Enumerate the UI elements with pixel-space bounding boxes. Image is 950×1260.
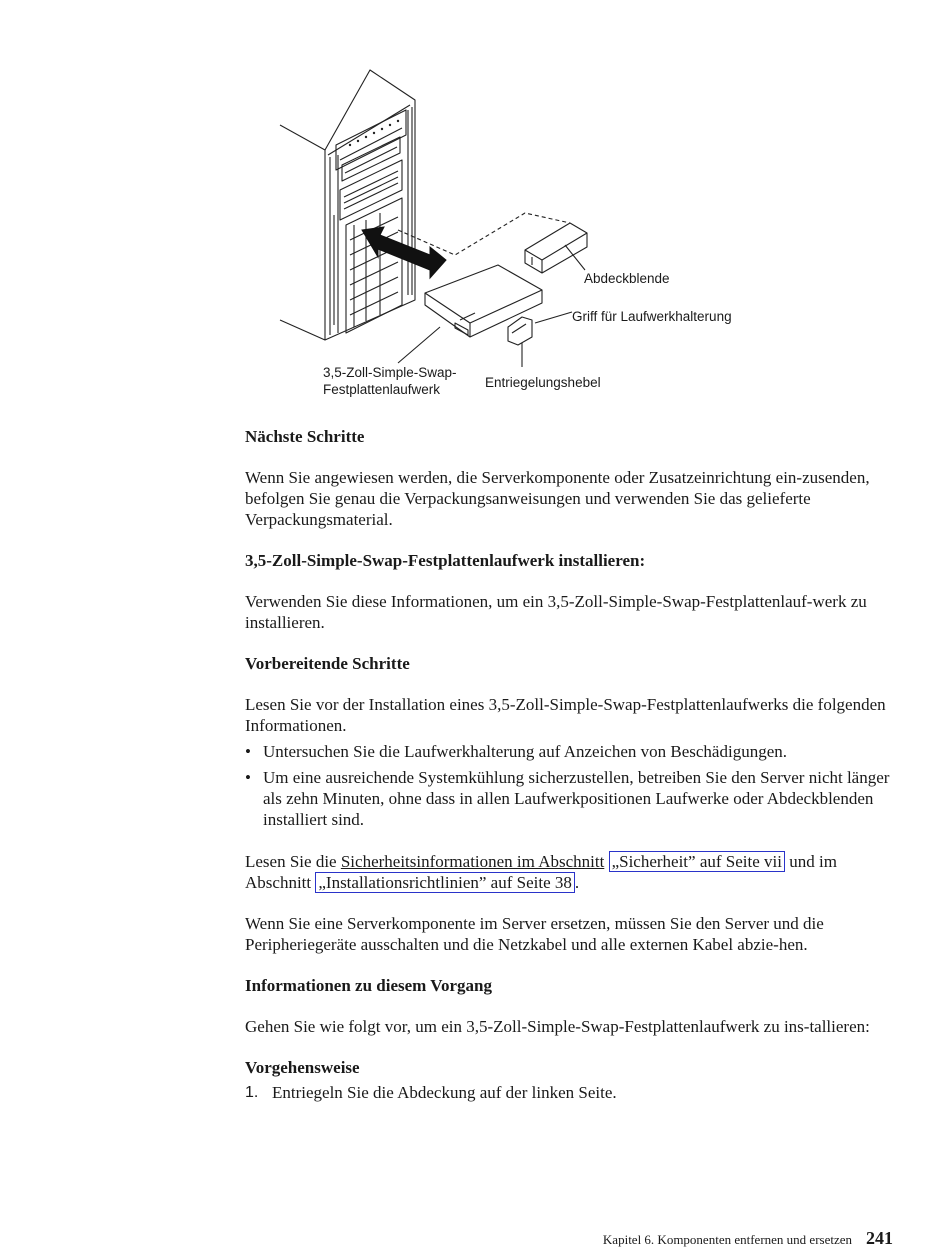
insertion-arrow — [362, 227, 446, 278]
safety-prefix: Lesen Sie die — [245, 852, 341, 871]
list-item: • Untersuchen Sie die Laufwerkhalterung auf Anzeichen von Beschädigungen. — [245, 741, 895, 762]
installation-figure — [270, 65, 750, 405]
prep-bullet-list — [245, 741, 895, 830]
install-text: Verwenden Sie diese Informationen, um ein 3,5-Zoll-Simple-Swap-Festplattenlauf-werk zu installieren. — [245, 592, 867, 632]
list-item: • Um eine ausreichende Systemkühlung sicherzustellen, betreiben Sie den Server nicht länger als zehn Minuten, ohne dass in allen Laufwerkpositionen Laufwerke oder Abdeckblenden installiert sind. — [245, 767, 895, 830]
heading-next-steps: Nächste Schritte — [245, 427, 365, 446]
step-text: Entriegeln Sie die Abdeckung auf der linken Seite. — [272, 1083, 617, 1102]
safety-page-link[interactable]: „Sicherheit” auf Seite vii — [609, 851, 785, 872]
server-drive-illustration — [270, 65, 750, 405]
label-release-lever: Entriegelungshebel — [485, 375, 601, 390]
label-drive-line1: 3,5-Zoll-Simple-Swap- — [323, 365, 457, 380]
safety-mid: und im Abschnitt — [245, 852, 837, 892]
page-number: 241 — [866, 1228, 893, 1248]
guidelines-page-link[interactable]: „Installationsrichtlinien” auf Seite 38 — [315, 872, 575, 893]
label-drive-line2: Festplattenlaufwerk — [323, 382, 441, 397]
main-content — [245, 426, 895, 1103]
procedure-steps — [245, 1082, 895, 1103]
safety-paragraph — [245, 851, 895, 893]
page-footer — [603, 1228, 893, 1249]
label-filler-panel: Abdeckblende — [584, 271, 670, 286]
heading-about: Informationen zu diesem Vorgang — [245, 976, 492, 995]
safety-end: . — [574, 873, 580, 892]
label-tray-handle: Griff für Laufwerkhalterung — [572, 309, 732, 324]
step-number: 1. — [245, 1084, 259, 1101]
prep-text: Lesen Sie vor der Installation eines 3,5-Zoll-Simple-Swap-Festplattenlaufwerks die folgenden Informationen. — [245, 695, 886, 735]
power-off-text: Wenn Sie eine Serverkomponente im Server ersetzen, müssen Sie den Server und die Peripheriegeräte ausschalten und die Netzkabel und alle externen Kabel abzie-hen. — [245, 914, 824, 954]
about-text: Gehen Sie wie folgt vor, um ein 3,5-Zoll-Simple-Swap-Festplattenlaufwerk zu ins-tallieren: — [245, 1017, 870, 1036]
safety-info-link[interactable]: Sicherheitsinformationen im Abschnitt — [340, 852, 605, 871]
heading-prep: Vorbereitende Schritte — [245, 654, 410, 673]
heading-procedure: Vorgehensweise — [245, 1058, 360, 1077]
footer-chapter: Kapitel 6. Komponenten entfernen und ersetzen — [602, 1232, 852, 1247]
list-item — [245, 1082, 895, 1103]
next-steps-text: Wenn Sie angewiesen werden, die Serverkomponente oder Zusatzeinrichtung ein-zusenden, befolgen Sie genau die Verpackungsanweisungen und verwenden Sie das gelieferte Verpackungsmaterial. — [245, 468, 870, 529]
heading-install: 3,5-Zoll-Simple-Swap-Festplattenlaufwerk installieren: — [245, 551, 646, 570]
